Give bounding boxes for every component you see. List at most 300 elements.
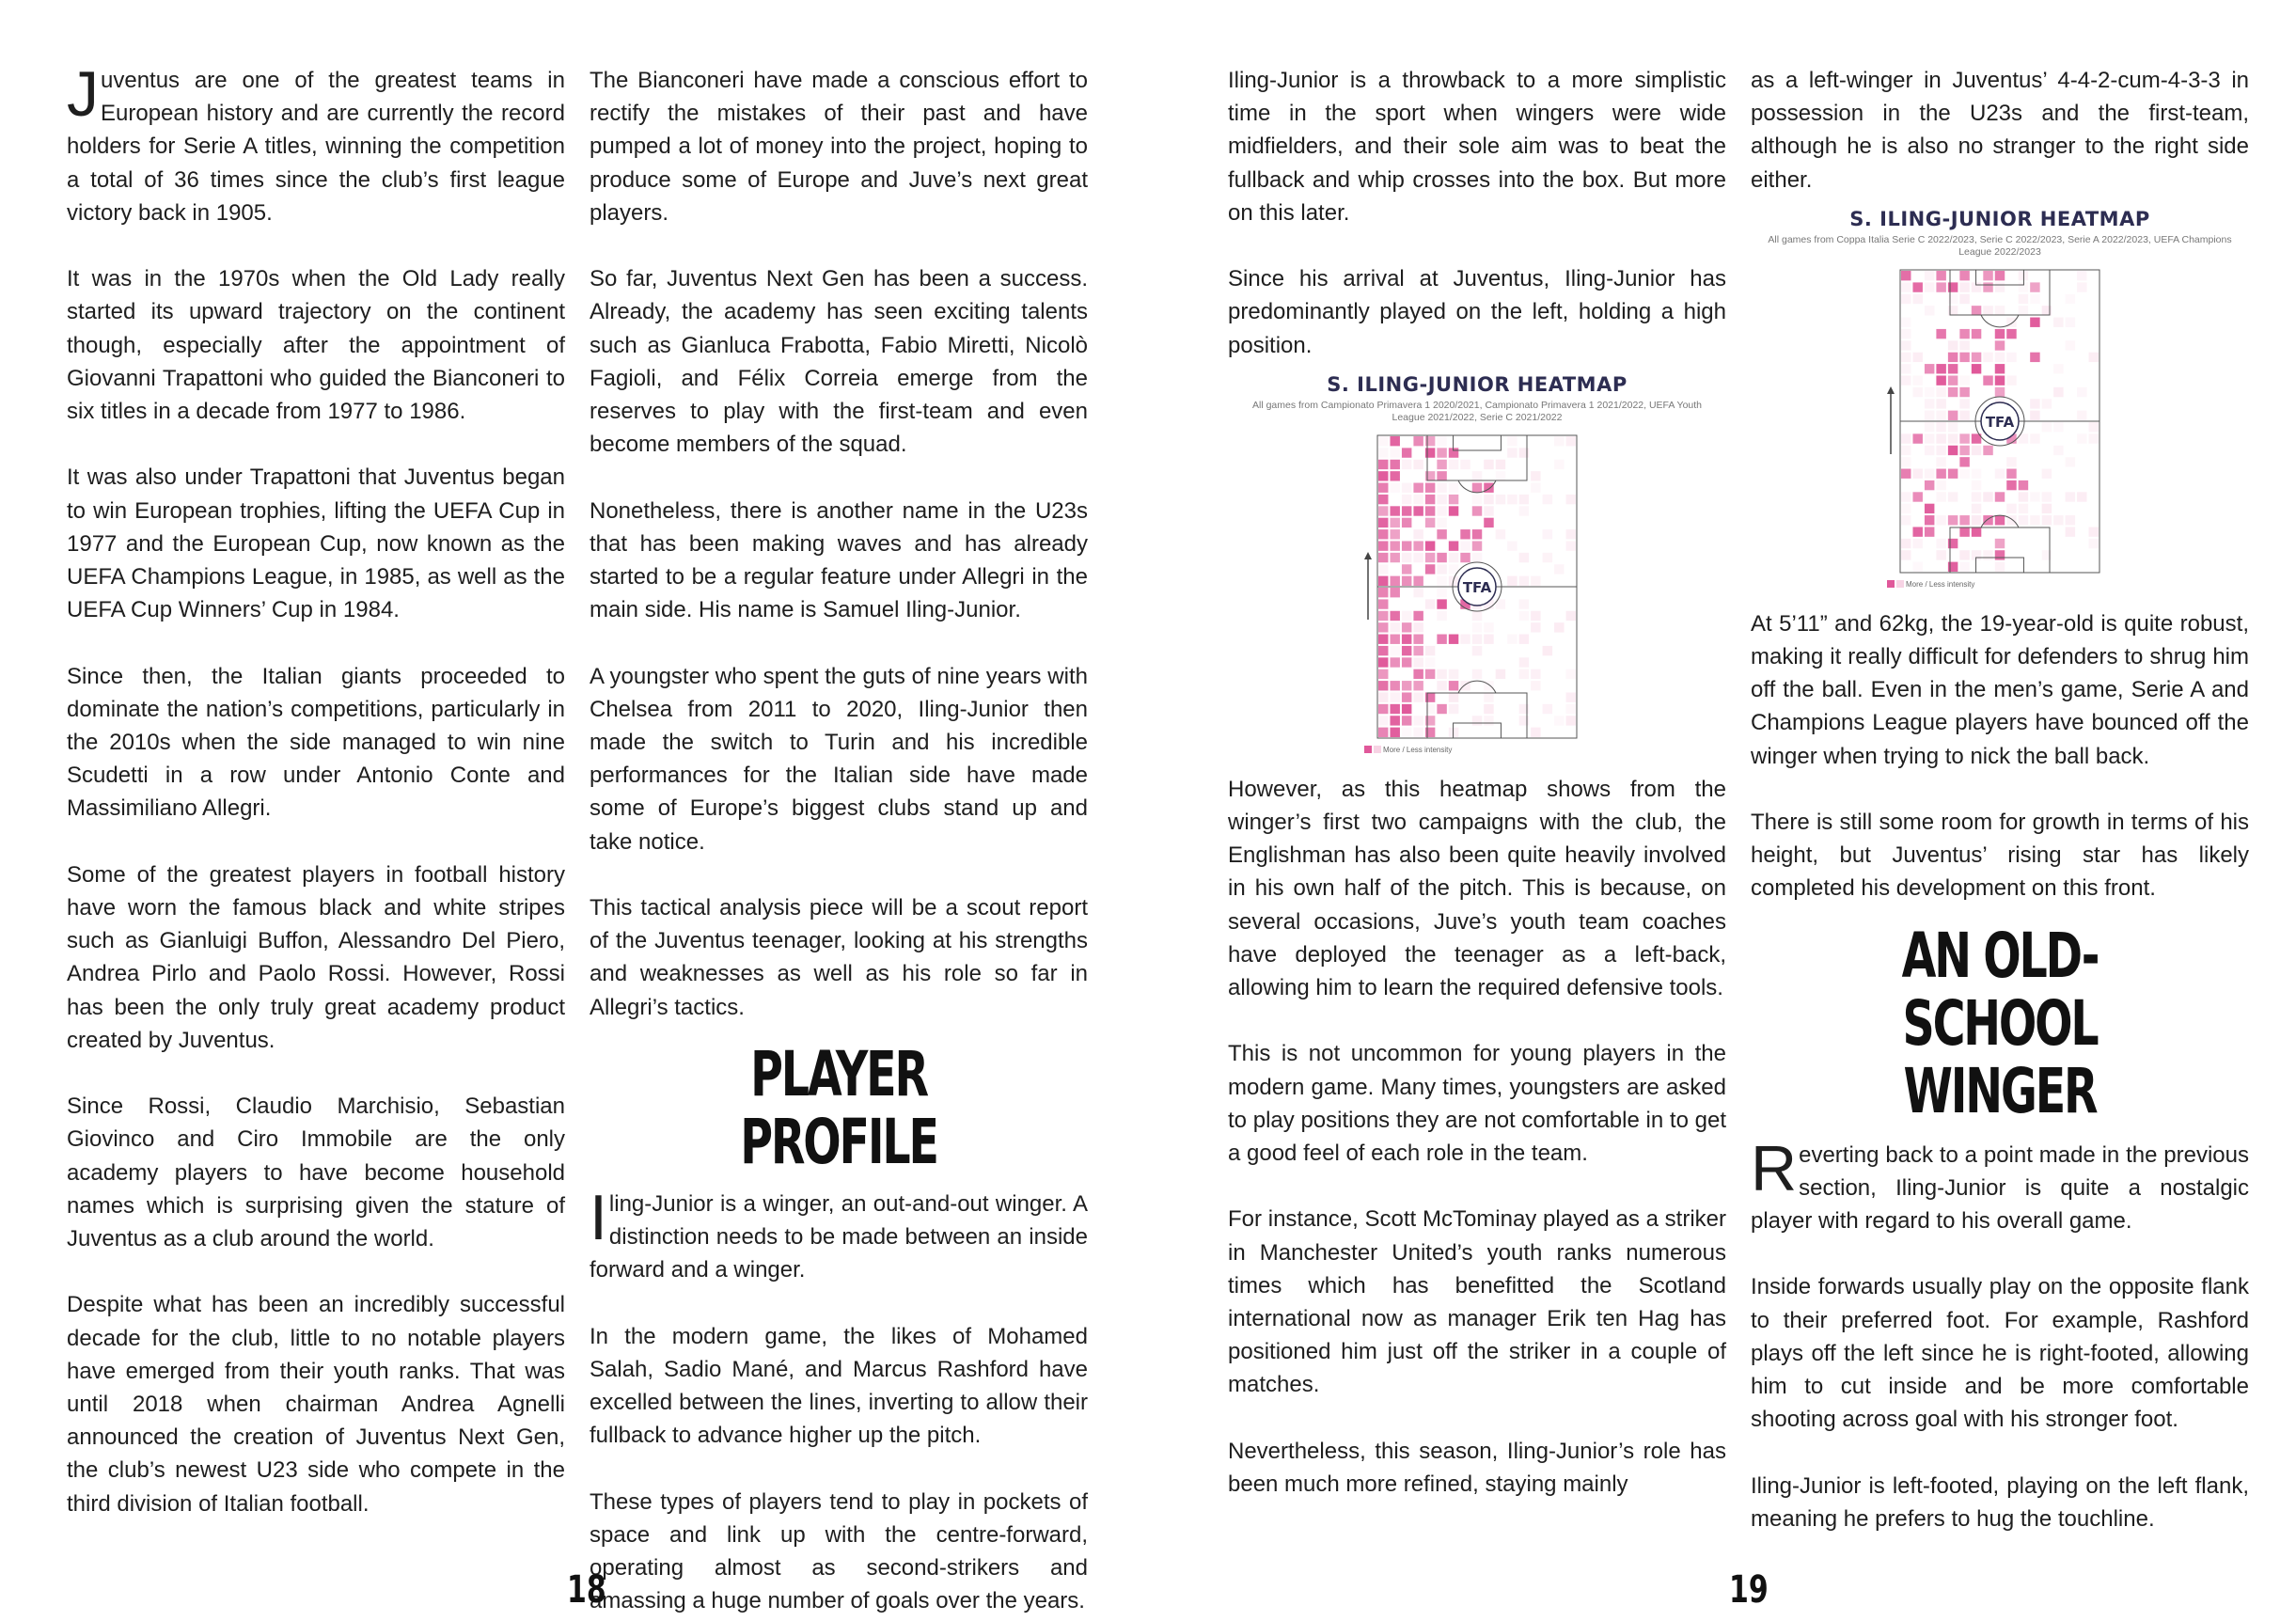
heat-cell xyxy=(2042,468,2052,478)
heat-cell xyxy=(1543,529,1552,539)
heat-cell xyxy=(1972,480,1981,490)
heat-cell xyxy=(1983,446,1992,455)
heat-cell xyxy=(1912,375,1922,385)
heat-cell xyxy=(1460,460,1470,469)
heat-cell xyxy=(1378,692,1388,701)
heat-cell xyxy=(1566,611,1576,621)
heat-cell xyxy=(1543,495,1552,504)
heat-cell xyxy=(1437,599,1446,608)
heat-cell xyxy=(1543,646,1552,655)
heat-cell xyxy=(2006,329,2016,338)
heat-cell xyxy=(1948,468,1958,478)
heat-cell xyxy=(1472,506,1482,515)
heat-cell xyxy=(1995,375,2005,385)
heat-cell xyxy=(1413,553,1423,562)
heat-cell xyxy=(1437,448,1446,457)
heat-cell xyxy=(1972,446,1981,455)
heat-cell xyxy=(1378,448,1388,457)
heat-cell xyxy=(1484,518,1493,527)
heat-cell xyxy=(2066,515,2075,525)
heat-cell xyxy=(1959,399,1969,408)
heat-cell xyxy=(1390,482,1399,492)
heat-cell xyxy=(1378,495,1388,504)
heat-cell xyxy=(2089,422,2099,432)
heat-cell xyxy=(1901,353,1911,362)
heat-cell xyxy=(1983,306,1992,315)
heat-cell xyxy=(1566,692,1576,701)
heat-cell xyxy=(1519,575,1529,585)
heat-cell xyxy=(1413,588,1423,597)
heat-cell xyxy=(1390,575,1399,585)
heat-cell xyxy=(1936,375,1945,385)
heat-cell xyxy=(1484,460,1493,469)
heat-cell xyxy=(1948,375,1958,385)
heat-cell xyxy=(1507,448,1517,457)
heat-cell xyxy=(1413,529,1423,539)
heat-cell xyxy=(1995,329,2005,338)
heat-cell xyxy=(1566,704,1576,714)
heat-cell xyxy=(1936,515,1945,525)
heat-cell xyxy=(1983,271,1992,280)
heat-cell xyxy=(1496,529,1505,539)
heat-cell xyxy=(1566,495,1576,504)
heat-cell xyxy=(1413,634,1423,643)
heat-cell xyxy=(1948,422,1958,432)
heat-cell xyxy=(2066,492,2075,501)
heat-cell xyxy=(1496,471,1505,480)
heat-cell xyxy=(1936,422,1945,432)
heatmap-title: S. ILING-JUNIOR HEATMAP xyxy=(1849,207,2150,230)
heat-cell xyxy=(1901,294,1911,304)
heat-cell xyxy=(1472,646,1482,655)
heat-cell xyxy=(2030,353,2039,362)
heatmap-legend: More / Less intensity xyxy=(1364,746,1590,754)
heat-cell xyxy=(1959,271,1969,280)
left-page-column-2 xyxy=(590,64,1088,1617)
heat-cell xyxy=(1995,271,2005,280)
heat-cell xyxy=(1413,506,1423,515)
heat-cell xyxy=(1566,716,1576,725)
paragraph: Nevertheless, this season, Iling-Junior’s role has been much more refined, staying mainly xyxy=(1228,1438,1726,1498)
paragraph: However, as this heatmap shows from the winger’s first two campaigns with the club, the Englishman has also been quite heavily involved in his own half of the pitch. This is because, on several occasions, Juve’s youth team coaches have deployed the teenager as a left-back, allowing him to learn the required defensive tools. xyxy=(1228,776,1726,1001)
heat-cell xyxy=(1912,539,1922,548)
heat-cell xyxy=(1519,495,1529,504)
heat-cell xyxy=(1519,553,1529,562)
heat-cell xyxy=(1413,692,1423,701)
heat-cell xyxy=(1413,681,1423,690)
heat-cell xyxy=(1936,468,1945,478)
heat-cell xyxy=(1390,622,1399,632)
heat-cell xyxy=(1402,541,1411,550)
heat-cell xyxy=(1995,387,2005,397)
heat-cell xyxy=(1519,611,1529,621)
heat-cell xyxy=(1531,575,1540,585)
paragraph: So far, Juventus Next Gen has been a success. Already, the academy has seen exciting talents such as Gianluca Frabotta, Fabio Miretti, Nicolò Fagioli, and Félix Correia emerge from the reserves to play with the first-team and even become members of the squad. xyxy=(590,266,1088,458)
heat-cell xyxy=(1437,506,1446,515)
heat-cell xyxy=(1437,681,1446,690)
heat-cell xyxy=(1901,375,1911,385)
heat-cell xyxy=(2077,387,2086,397)
heat-cell xyxy=(1472,622,1482,632)
heat-cell xyxy=(1901,515,1911,525)
heat-cell xyxy=(2042,422,2052,432)
heat-cell xyxy=(1936,399,1945,408)
heat-cell xyxy=(1378,541,1388,550)
heat-cell xyxy=(2077,271,2086,280)
heat-cell xyxy=(1566,541,1576,550)
heat-cell xyxy=(1995,515,2005,525)
heat-cell xyxy=(2042,399,2052,408)
heat-cell xyxy=(1507,575,1517,585)
heat-cell xyxy=(2030,433,2039,443)
heat-cell xyxy=(1983,492,1992,501)
heat-cell xyxy=(1507,495,1517,504)
heat-cell xyxy=(1959,282,1969,291)
heat-cell xyxy=(1425,646,1435,655)
heat-cell xyxy=(1390,588,1399,597)
heat-cell xyxy=(1995,340,2005,350)
heat-cell xyxy=(1378,529,1388,539)
section-heading-old-school-winger: AN OLD-SCHOOL WINGER xyxy=(1901,919,2099,1127)
heat-cell xyxy=(1901,504,1911,513)
heat-cell xyxy=(1972,353,1981,362)
heat-cell xyxy=(2006,353,2016,362)
heat-cell xyxy=(1449,681,1458,690)
heat-cell xyxy=(1543,704,1552,714)
heat-cell xyxy=(1390,634,1399,643)
heat-cell xyxy=(2089,527,2099,536)
heat-cell xyxy=(1390,529,1399,539)
heat-cell xyxy=(1925,433,1934,443)
heat-cell xyxy=(1531,611,1540,621)
heat-cell xyxy=(1959,375,1969,385)
heat-cell xyxy=(1472,716,1482,725)
heat-cell xyxy=(1507,436,1517,446)
heat-cell xyxy=(1496,669,1505,679)
heat-cell xyxy=(1936,410,1945,419)
heat-cell xyxy=(1925,515,1934,525)
heat-cell xyxy=(1972,329,1981,338)
paragraph: Juventus are one of the greatest teams in European history and are currently the record holders for Serie A titles, winning the competition a total of 36 times since the club’s first league victory back in 1905. xyxy=(67,58,565,226)
heat-cell xyxy=(1925,364,1934,373)
heat-cell xyxy=(1936,271,1945,280)
heat-cell xyxy=(1472,541,1482,550)
heat-cell xyxy=(1901,446,1911,455)
heat-cell xyxy=(1402,448,1411,457)
heat-cell xyxy=(1519,704,1529,714)
heat-cell xyxy=(1959,340,1969,350)
heat-cell xyxy=(1519,669,1529,679)
heat-cell xyxy=(1378,599,1388,608)
heat-cell xyxy=(1901,364,1911,373)
heat-cell xyxy=(1925,468,1934,478)
heat-cell xyxy=(1936,364,1945,373)
heat-cell xyxy=(1413,646,1423,655)
heat-cell xyxy=(1925,387,1934,397)
heat-cell xyxy=(1402,634,1411,643)
heat-cell xyxy=(1378,727,1388,736)
heat-cell xyxy=(1936,480,1945,490)
heat-cell xyxy=(1390,716,1399,725)
heat-cell xyxy=(1948,306,1958,315)
heat-cell xyxy=(1378,471,1388,480)
heat-cell xyxy=(1959,550,1969,559)
heat-cell xyxy=(1554,460,1564,469)
heat-cell xyxy=(2077,282,2086,291)
heat-cell xyxy=(1901,282,1911,291)
right-page-column-2 xyxy=(1751,64,2249,1535)
heat-cell xyxy=(1437,553,1446,562)
heat-cell xyxy=(2030,410,2039,419)
heat-cell xyxy=(2030,399,2039,408)
heat-cell xyxy=(1437,611,1446,621)
heat-cell xyxy=(1402,727,1411,736)
heat-cell xyxy=(1378,646,1388,655)
heat-cell xyxy=(1901,457,1911,466)
heat-cell xyxy=(1948,561,1958,571)
direction-arrow-head xyxy=(1364,552,1372,559)
heat-cell xyxy=(1460,634,1470,643)
heat-cell xyxy=(1378,460,1388,469)
heat-cell xyxy=(1378,669,1388,679)
heat-cell xyxy=(1402,646,1411,655)
heat-cell xyxy=(1472,529,1482,539)
heat-cell xyxy=(2066,317,2075,326)
heat-cell xyxy=(1390,681,1399,690)
heat-cell xyxy=(1425,482,1435,492)
heat-cell xyxy=(1925,306,1934,315)
heat-cell xyxy=(1378,553,1388,562)
heat-cell xyxy=(1936,329,1945,338)
heat-cell xyxy=(1531,681,1540,690)
heat-cell xyxy=(1912,433,1922,443)
heat-cell xyxy=(1390,436,1399,446)
heat-cell xyxy=(1402,716,1411,725)
heat-cell xyxy=(1413,482,1423,492)
heat-cell xyxy=(1378,518,1388,527)
heat-cell xyxy=(2006,480,2016,490)
heat-cell xyxy=(1460,553,1470,562)
heat-cell xyxy=(1425,518,1435,527)
heat-cell xyxy=(1959,561,1969,571)
legend-swatch-light xyxy=(1896,580,1904,588)
paragraph: Iling-Junior is a winger, an out-and-out winger. A distinction needs to be made between an inside forward and a winger. xyxy=(590,1181,1088,1283)
heat-cell xyxy=(1425,564,1435,574)
heatmap-legend: More / Less intensity xyxy=(1887,580,2113,589)
heatmap-subtitle: All games from Coppa Italia Serie C 2022/2023, Serie C 2022/2023, Serie A 2022/2023, UEFA Champions League 2022/2023 xyxy=(1768,233,2232,258)
paragraph: These types of players tend to play in pockets of space and link up with the centre-forward, operating almost as second-strikers and amassing a huge number of goals over the years. xyxy=(590,1488,1088,1614)
heat-cell xyxy=(1437,460,1446,469)
heat-cell xyxy=(1402,564,1411,574)
heat-cell xyxy=(2019,294,2028,304)
tfa-logo-text: TFA xyxy=(1985,413,2015,431)
heat-cell xyxy=(1496,460,1505,469)
heat-cell xyxy=(1566,669,1576,679)
heatmap-pitch-1 xyxy=(1364,432,1590,754)
heat-cell xyxy=(1378,564,1388,574)
heat-cell xyxy=(1437,564,1446,574)
heat-cell xyxy=(1472,669,1482,679)
heat-cell xyxy=(1413,716,1423,725)
heat-cell xyxy=(1472,634,1482,643)
heat-cell xyxy=(1959,433,1969,443)
heat-cell xyxy=(1390,448,1399,457)
heat-cell xyxy=(1413,575,1423,585)
heat-cell xyxy=(1948,539,1958,548)
heat-cell xyxy=(1531,471,1540,480)
paragraph: In the modern game, the likes of Mohamed Salah, Sadio Mané, and Marcus Rashford have excelled between the lines, inverting to allow their fullback to advance higher up the pitch. xyxy=(590,1323,1088,1449)
heat-cell xyxy=(2066,340,2075,350)
heat-cell xyxy=(1378,716,1388,725)
heat-cell xyxy=(1413,541,1423,550)
heat-cell xyxy=(1402,495,1411,504)
heat-cell xyxy=(1531,482,1540,492)
heat-cell xyxy=(1484,692,1493,701)
heat-cell xyxy=(1948,492,1958,501)
heatmap-figure-2 xyxy=(1751,208,2249,589)
paragraph: Iling-Junior is left-footed, playing on the left flank, meaning he prefers to hug the touchline. xyxy=(1751,1472,2249,1532)
heat-cell xyxy=(1378,657,1388,667)
heat-cell xyxy=(1912,387,1922,397)
heat-cell xyxy=(1936,457,1945,466)
heat-cell xyxy=(1378,575,1388,585)
heat-cell xyxy=(2030,294,2039,304)
paragraph: Since then, the Italian giants proceeded to dominate the nation’s competitions, particularly in the 2010s when the side managed to win nine Scudetti in a row under Antonio Conte and Massimiliano Allegri. xyxy=(67,663,565,822)
heat-cell xyxy=(1959,457,1969,466)
heat-cell xyxy=(1402,482,1411,492)
heat-cell xyxy=(1437,518,1446,527)
heat-cell xyxy=(1925,410,1934,419)
heat-cell xyxy=(1566,436,1576,446)
heat-cell xyxy=(1378,704,1388,714)
heat-cell xyxy=(1472,495,1482,504)
heat-cell xyxy=(1449,553,1458,562)
heatmap-title: S. ILING-JUNIOR HEATMAP xyxy=(1327,372,1628,396)
heat-cell xyxy=(1925,271,1934,280)
heat-cell xyxy=(1948,446,1958,455)
paragraph: At 5’11” and 62kg, the 19-year-old is quite robust, making it really difficult for defenders to shrug him off the ball. Even in the men’s game, Serie A and Champions League players have bounced off the winger when trying to nick the ball back. xyxy=(1751,610,2249,769)
heat-cell xyxy=(1425,495,1435,504)
heat-cell xyxy=(1983,353,1992,362)
heat-cell xyxy=(1425,553,1435,562)
heat-cell xyxy=(1948,282,1958,291)
heat-cell xyxy=(1566,529,1576,539)
heat-cell xyxy=(1449,506,1458,515)
six-yard-box-top xyxy=(1454,435,1502,450)
heat-cell xyxy=(1425,541,1435,550)
heatmap-pitch-svg xyxy=(1887,266,2113,576)
paragraph: It was also under Trapattoni that Juventus began to win European trophies, lifting the UEFA Cup in 1977 and the European Cup, now known as the UEFA Champions League, in 1985, as well as the UEFA Cup Winners’ Cup in 1984. xyxy=(67,464,565,623)
heatmap-figure-1 xyxy=(1228,373,1726,754)
heat-cell xyxy=(1449,669,1458,679)
heat-cell xyxy=(1912,468,1922,478)
paragraph: A youngster who spent the guts of nine years with Chelsea from 2011 to 2020, Iling-Junior then made the switch to Turin and his incredible performances for the Italian side have made some of Europe’s biggest clubs stand up and take notice. xyxy=(590,663,1088,855)
paragraph: There is still some room for growth in terms of his height, but Juventus’ rising star has likely completed his development on this front. xyxy=(1751,810,2249,902)
heat-cell xyxy=(1425,471,1435,480)
heat-cell xyxy=(1425,506,1435,515)
heat-cell xyxy=(1437,575,1446,585)
heat-cell xyxy=(1390,611,1399,621)
right-page-column-1 xyxy=(1228,64,1726,1501)
heat-cell xyxy=(1972,492,1981,501)
heat-cell xyxy=(1543,553,1552,562)
paragraph: Iling-Junior is a throwback to a more simplistic time in the sport when wingers were wide midfielders, and their sole aim was to beat the fullback and whip crosses into the box. But more on this later. xyxy=(1228,68,1726,226)
heat-cell xyxy=(1901,468,1911,478)
heat-cell xyxy=(1390,553,1399,562)
heat-cell xyxy=(1936,282,1945,291)
heat-cell xyxy=(2077,492,2086,501)
heat-cell xyxy=(1948,364,1958,373)
heat-cell xyxy=(2053,446,2063,455)
heat-cell xyxy=(1402,704,1411,714)
heat-cell xyxy=(1378,634,1388,643)
heat-cell xyxy=(1425,657,1435,667)
heat-cell xyxy=(1901,329,1911,338)
heat-cell xyxy=(1901,433,1911,443)
heat-cell xyxy=(2019,504,2028,513)
heat-cell xyxy=(2053,387,2063,397)
heat-cell xyxy=(1413,622,1423,632)
heat-cell xyxy=(1925,282,1934,291)
heat-cell xyxy=(1519,506,1529,515)
heat-cell xyxy=(1959,468,1969,478)
heat-cell xyxy=(1437,529,1446,539)
heat-cell xyxy=(1437,588,1446,597)
heat-cell xyxy=(1413,460,1423,469)
heat-cell xyxy=(1484,716,1493,725)
heat-cell xyxy=(1378,482,1388,492)
drop-cap: J xyxy=(67,58,99,130)
heat-cell xyxy=(1496,495,1505,504)
heat-cell xyxy=(1437,495,1446,504)
heat-cell xyxy=(1995,306,2005,315)
heat-cell xyxy=(1437,704,1446,714)
heat-cell xyxy=(1995,550,2005,559)
heat-cell xyxy=(1972,364,1981,373)
paragraph: For instance, Scott McTominay played as a striker in Manchester United’s youth ranks numerous times which has benefitted the Scotland international now as manager Erik ten Hag has positioned him just off the striker in a couple of matches. xyxy=(1228,1206,1726,1398)
heat-cell xyxy=(1378,681,1388,690)
heat-cell xyxy=(1936,492,1945,501)
heat-cell xyxy=(1531,727,1540,736)
heat-cell xyxy=(1519,657,1529,667)
paragraph: This is not uncommon for young players in the modern game. Many times, youngsters are asked to play positions they are not comfortable in to get a good feel of each role in the team. xyxy=(1228,1041,1726,1167)
heat-cell xyxy=(1378,436,1388,446)
heat-cell xyxy=(2089,353,2099,362)
heat-cell xyxy=(1402,692,1411,701)
heat-cell xyxy=(1959,353,1969,362)
heat-cell xyxy=(1912,492,1922,501)
heat-cell xyxy=(2077,433,2086,443)
heat-cell xyxy=(1983,550,1992,559)
paragraph: Reverting back to a point made in the previous section, Iling-Junior is quite a nostalgic player with regard to his overall game. xyxy=(1751,1132,2249,1235)
heat-cell xyxy=(1413,657,1423,667)
heatmap-pitch-2 xyxy=(1887,266,2113,589)
heat-cell xyxy=(2042,504,2052,513)
heat-cell xyxy=(1449,692,1458,701)
paragraph: Some of the greatest players in football history have worn the famous black and white stripes such as Gianluigi Buffon, Alessandro Del Piero, Andrea Pirlo and Paolo Rossi. However, Rossi has been the only truly great academy product created by Juventus. xyxy=(67,861,565,1053)
heat-cell xyxy=(2006,375,2016,385)
tfa-logo-text: TFA xyxy=(1462,578,1492,596)
heat-cell xyxy=(1948,433,1958,443)
heat-cell xyxy=(1484,506,1493,515)
heat-cell xyxy=(1936,550,1945,559)
heat-cell xyxy=(1912,353,1922,362)
heat-cell xyxy=(1959,294,1969,304)
paragraph: This tactical analysis piece will be a scout report of the Juventus teenager, looking at his strengths and weaknesses as well as his role so far in Allegri’s tactics. xyxy=(590,895,1088,1020)
heat-cell xyxy=(1519,448,1529,457)
heat-cell xyxy=(1519,716,1529,725)
heat-cell xyxy=(1901,271,1911,280)
